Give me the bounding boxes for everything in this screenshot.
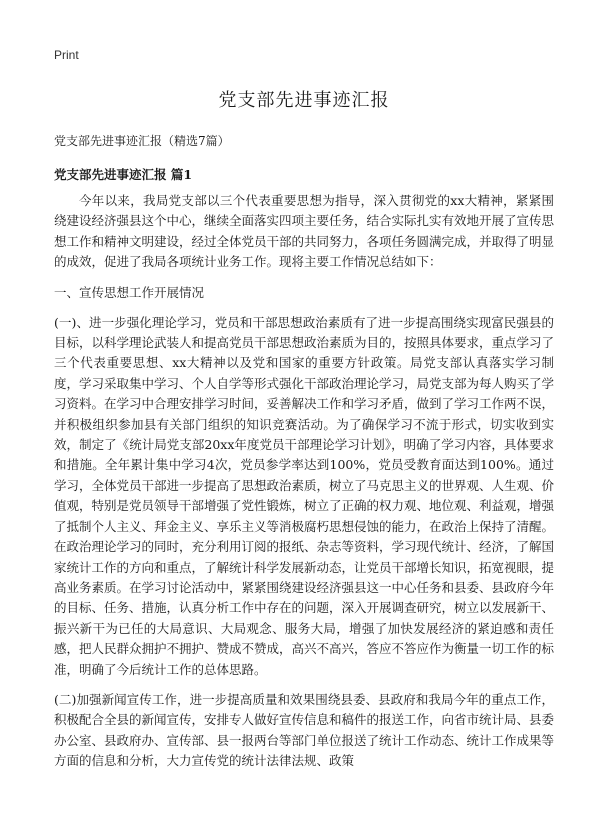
document-title: 党支部先进事迹汇报 bbox=[218, 90, 390, 111]
intro-paragraph: 今年以来，我局党支部以三个代表重要思想为指导，深入贯彻党的xx大精神，紧紧围绕建设经济强县这个中心，继续全面落实四项主要任务，结合实际扎实有效地开展了宣传思想工作和精神文明建设，经过全体党员干部的共同努力，各项任务圆满完成，并取得了明显的成效，促进了我局各项统计业务工作。现将主要工作情况总结如下： bbox=[54, 193, 555, 270]
heading-propaganda-work: 一、宣传思想工作开展情况 bbox=[54, 284, 205, 300]
section-title: 党支部先进事迹汇报 篇1 bbox=[54, 167, 193, 182]
paragraph-news-publicity: (二)加强新闻宣传工作，进一步提高质量和效果围绕县委、县政府和我局今年的重点工作，积极配合全县的新闻宣传，安排专人做好宣传信息和稿件的报送工作，向省市统计局、县委办公室、县政府办、宣传部、县一报两台等部门单位报送了统计工作动态、统计工作成果等方面的信息和分析，大力宣传党的统计法律法规、政策 bbox=[54, 691, 555, 769]
print-link[interactable]: Print bbox=[54, 48, 79, 62]
paragraph-theory-study: (一)、进一步强化理论学习，党员和干部思想政治素质有了进一步提高围绕实现富民强县的目标，以科学理论武装人和提高党员干部思想政治素质为目的，按照具体要求，重点学习了三个代表重要思想、xx大精神以及党和国家的重要方针政策。局党支部认真落实学习制度，学习采取集中学习、个人自学等形式强化干部政治理论学习，局党支部为每人购买了学习资料。在学习中合理安排学习时间，妥善解决工作和学习矛盾，做到了学习工作两不误，并积极组织参加县有关部门组织的知识竞赛活动。为了确保学习不流于形式，切实收到实效，制定了《统计局党支部20xx年度党员干部理论学习计划》，明确了学习内容，具体要求和措施。全年累计集中学习4次，党员参学率达到100%，党员受教育面达到100%。通过学习，全体党员干部进一步提高了思想政治素质，树立了马克思主义的世界观、人生观、价值观，特别是党员领导干部增强了党性锻炼，树立了正确的权力观、地位观、利益观，增强了抵制个人主义、拜金主义、享乐主义等消极腐朽思想侵蚀的能力，在政治上保持了清醒。在政治理论学习的同时，充分利用订阅的报纸、杂志等资料，学习现代统计、经济，了解国家统计工作的方向和重点，了解统计科学发展新动态，让党员干部增长知识，拓宽视眼，提高业务素质。在学习讨论活动中，紧紧围绕建设经济强县这一中心任务和县委、县政府今年的目标、任务、措施，认真分析工作中存在的问题，深入开展调查研究，树立以发展新干、振兴新干为已任的大局意识、大局观念、服务大局，增强了加快发展经济的紧迫感和责任感，把人民群众拥护不拥护、赞成不赞成，高兴不高兴，答应不答应作为衡量一切工作的标准，明确了今后统计工作的总体思路。 bbox=[54, 314, 555, 677]
document-subtitle: 党支部先进事迹汇报（精选7篇） bbox=[54, 134, 230, 148]
